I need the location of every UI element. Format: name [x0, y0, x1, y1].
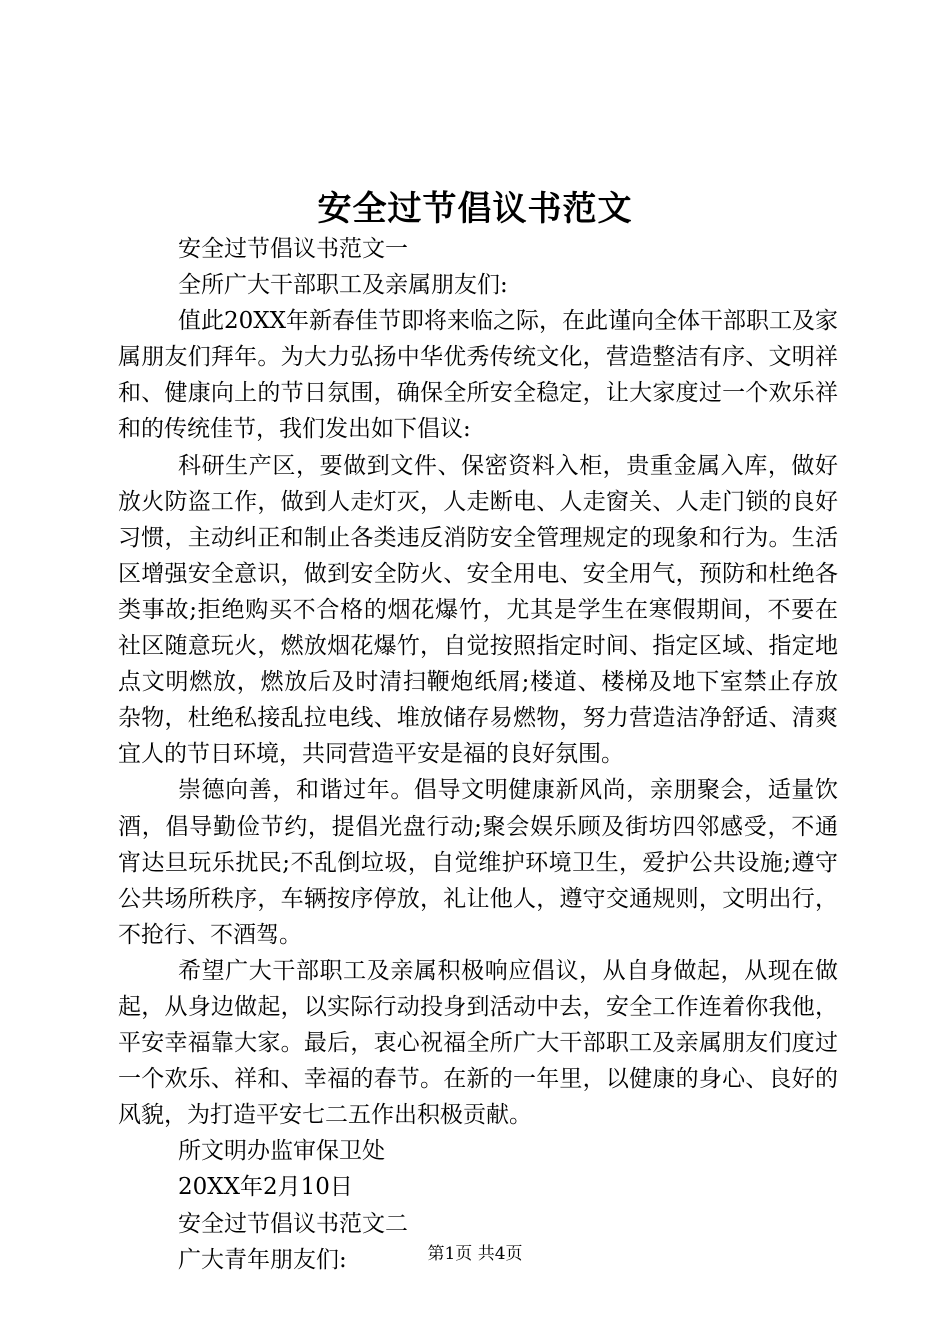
section-heading-2: 安全过节倡议书范文二: [178, 1210, 408, 1237]
signature-department: 所文明办监审保卫处: [178, 1138, 385, 1165]
signature-date: 20XX年2月10日: [178, 1174, 353, 1201]
salutation-2: 广大青年朋友们:: [178, 1246, 347, 1273]
body-paragraph: 希望广大干部职工及亲属积极响应倡议，从自身做起，从现在做起，从身边做起，以实际行动投身到活动中去，安全工作连着你我他，平安幸福靠大家。最后，衷心祝福全所广大干部职工及亲属朋友们度过一个欢乐、祥和、幸福的春节。在新的一年里，以健康的身心、良好的风貌，为打造平安七二五作出积极贡献。: [118, 957, 838, 1129]
body-paragraph: 科研生产区，要做到文件、保密资料入柜，贵重金属入库，做好放火防盗工作，做到人走灯灭，人走断电、人走窗关、人走门锁的良好习惯，主动纠正和制止各类违反消防安全管理规定的现象和行为。生活区增强安全意识，做到安全防火、安全用电、安全用气，预防和杜绝各类事故;拒绝购买不合格的烟花爆竹，尤其是学生在寒假期间，不要在社区随意玩火，燃放烟花爆竹，自觉按照指定时间、指定区域、指定地点文明燃放，燃放后及时清扫鞭炮纸屑;楼道、楼梯及地下室禁止存放杂物，杜绝私接乱拉电线、堆放储存易燃物，努力营造洁净舒适、清爽宜人的节日环境，共同营造平安是福的良好氛围。: [118, 452, 838, 768]
body-paragraph: 崇德向善，和谐过年。倡导文明健康新风尚，亲朋聚会，适量饮酒，倡导勤俭节约，提倡光盘行动;聚会娱乐顾及街坊四邻感受，不通宵达旦玩乐扰民;不乱倒垃圾，自觉维护环境卫生，爱护公共设施;遵守公共场所秩序，车辆按序停放，礼让他人，遵守交通规则，文明出行，不抢行、不酒驾。: [118, 777, 838, 948]
salutation: 全所广大干部职工及亲属朋友们:: [178, 272, 508, 299]
body-paragraph: 值此20XX年新春佳节即将来临之际，在此谨向全体干部职工及家属朋友们拜年。为大力弘扬中华优秀传统文化，营造整洁有序、文明祥和、健康向上的节日氛围，确保全所安全稳定，让大家度过一个欢乐祥和的传统佳节，我们发出如下倡议:: [118, 308, 839, 443]
document-title: 安全过节倡议书范文: [317, 189, 633, 229]
document-body: [118, 231, 838, 1278]
section-heading-1: 安全过节倡议书范文一: [178, 236, 408, 262]
page-number-footer: 第1页 共4页: [427, 1244, 523, 1264]
